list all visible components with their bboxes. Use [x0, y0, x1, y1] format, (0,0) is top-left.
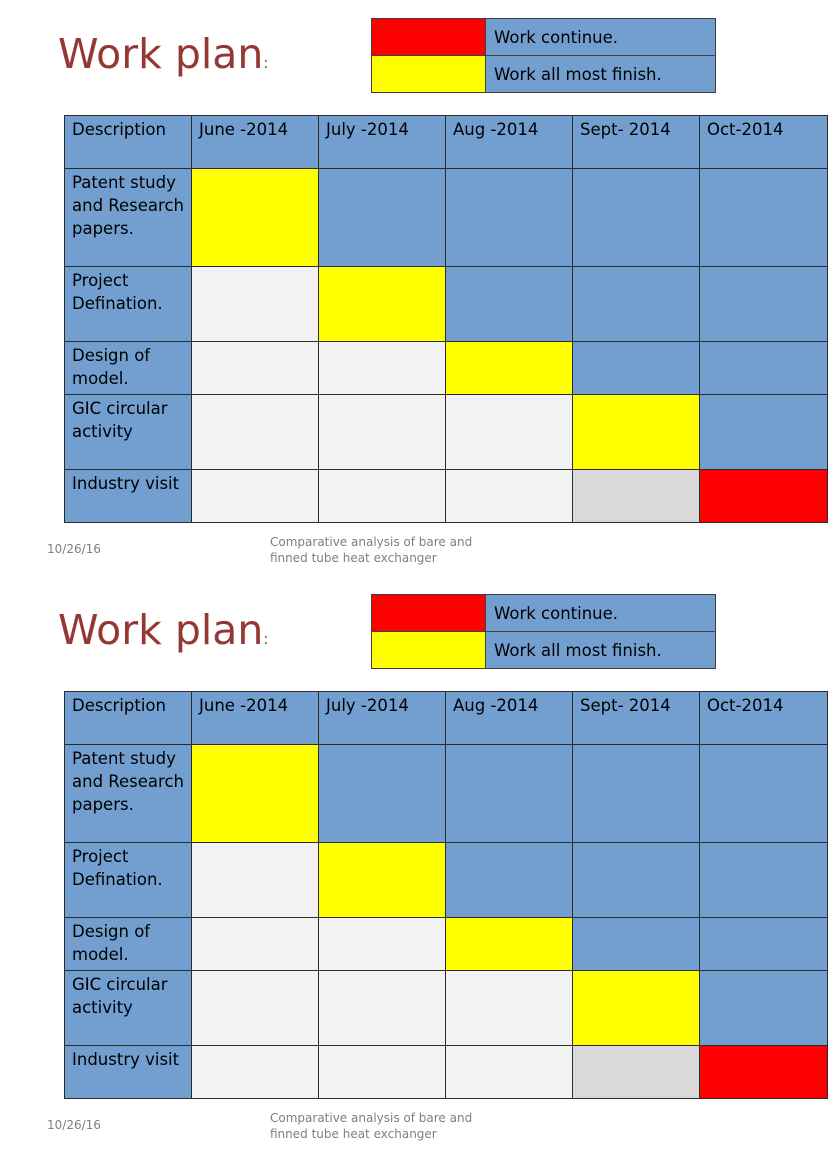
task-description: Industry visit: [65, 1046, 192, 1099]
status-cell-work-continue: [700, 470, 828, 523]
slide-1: [0, 0, 784, 576]
column-header-month: Aug -2014: [446, 116, 573, 169]
footer-date: 10/26/16: [47, 542, 101, 556]
status-cell-empty: [446, 470, 573, 523]
column-header-month: Sept- 2014: [573, 692, 700, 745]
work-plan-table: [64, 691, 828, 1099]
status-cell-almost-finish: [573, 971, 700, 1046]
column-header-month: Aug -2014: [446, 692, 573, 745]
status-cell-blue: [700, 971, 828, 1046]
slide-title: Work plan:: [58, 606, 269, 654]
status-cell-blue: [573, 745, 700, 843]
status-cell-empty: [319, 918, 446, 971]
legend-row: [372, 632, 716, 669]
task-description: Patent study and Research papers.: [65, 745, 192, 843]
status-cell-almost-finish: [573, 395, 700, 470]
status-cell-blue: [319, 169, 446, 267]
status-cell-blue: [700, 843, 828, 918]
column-header-month: June -2014: [192, 116, 319, 169]
status-cell-almost-finish: [446, 918, 573, 971]
status-cell-empty: [319, 971, 446, 1046]
status-cell-almost-finish: [446, 342, 573, 395]
status-cell-blue: [573, 169, 700, 267]
task-description: Project Defination.: [65, 843, 192, 918]
status-cell-blue: [700, 745, 828, 843]
table-row: [65, 843, 828, 918]
task-description: Patent study and Research papers.: [65, 169, 192, 267]
status-cell-empty: [192, 971, 319, 1046]
status-cell-blue: [446, 843, 573, 918]
legend-label: Work continue.: [486, 19, 716, 56]
status-cell-grey: [573, 1046, 700, 1099]
task-description: Industry visit: [65, 470, 192, 523]
table-row: [65, 745, 828, 843]
table-row: [65, 1046, 828, 1099]
status-cell-almost-finish: [192, 745, 319, 843]
status-cell-empty: [192, 918, 319, 971]
column-header-month: Oct-2014: [700, 692, 828, 745]
footer-text: Comparative analysis of bare and finned tube heat exchanger: [270, 1111, 473, 1141]
column-header-description: Description: [65, 692, 192, 745]
legend-row: [372, 19, 716, 56]
table-row: [65, 169, 828, 267]
task-description: Design of model.: [65, 342, 192, 395]
task-description: Project Defination.: [65, 267, 192, 342]
work-plan-table: [64, 115, 828, 523]
legend-label: Work continue.: [486, 595, 716, 632]
task-description: GIC circular activity: [65, 395, 192, 470]
status-cell-empty: [192, 843, 319, 918]
legend-swatch: [372, 595, 486, 632]
status-cell-almost-finish: [319, 843, 446, 918]
table-row: [65, 342, 828, 395]
status-cell-grey: [573, 470, 700, 523]
legend-label: Work all most finish.: [486, 56, 716, 93]
status-cell-empty: [192, 342, 319, 395]
status-cell-blue: [446, 267, 573, 342]
status-cell-empty: [446, 395, 573, 470]
legend-row: [372, 595, 716, 632]
legend-swatch: [372, 632, 486, 669]
status-cell-blue: [700, 395, 828, 470]
status-cell-blue: [573, 267, 700, 342]
legend-table: [371, 594, 716, 669]
table-row: [65, 918, 828, 971]
table-row: [65, 395, 828, 470]
column-header-month: July -2014: [319, 116, 446, 169]
status-cell-empty: [192, 470, 319, 523]
status-cell-blue: [700, 169, 828, 267]
status-cell-empty: [446, 971, 573, 1046]
status-cell-empty: [319, 470, 446, 523]
table-row: [65, 971, 828, 1046]
status-cell-almost-finish: [319, 267, 446, 342]
status-cell-empty: [192, 1046, 319, 1099]
status-cell-blue: [319, 745, 446, 843]
status-cell-almost-finish: [192, 169, 319, 267]
status-cell-blue: [700, 918, 828, 971]
status-cell-empty: [446, 1046, 573, 1099]
status-cell-empty: [319, 395, 446, 470]
table-row: [65, 267, 828, 342]
legend-swatch: [372, 19, 486, 56]
header-row: [65, 116, 828, 169]
status-cell-work-continue: [700, 1046, 828, 1099]
column-header-month: Oct-2014: [700, 116, 828, 169]
status-cell-empty: [192, 267, 319, 342]
task-description: GIC circular activity: [65, 971, 192, 1046]
column-header-month: Sept- 2014: [573, 116, 700, 169]
status-cell-empty: [192, 395, 319, 470]
footer-date: 10/26/16: [47, 1118, 101, 1132]
legend-row: [372, 56, 716, 93]
status-cell-blue: [700, 267, 828, 342]
slide-2: [0, 576, 784, 1152]
header-row: [65, 692, 828, 745]
status-cell-blue: [573, 342, 700, 395]
column-header-month: July -2014: [319, 692, 446, 745]
status-cell-blue: [446, 745, 573, 843]
status-cell-blue: [573, 918, 700, 971]
status-cell-blue: [700, 342, 828, 395]
legend-swatch: [372, 56, 486, 93]
footer-text: Comparative analysis of bare and finned tube heat exchanger: [270, 535, 473, 565]
status-cell-blue: [446, 169, 573, 267]
status-cell-empty: [319, 1046, 446, 1099]
legend-label: Work all most finish.: [486, 632, 716, 669]
legend-table: [371, 18, 716, 93]
status-cell-empty: [319, 342, 446, 395]
status-cell-blue: [573, 843, 700, 918]
column-header-month: June -2014: [192, 692, 319, 745]
slide-title: Work plan:: [58, 30, 269, 78]
task-description: Design of model.: [65, 918, 192, 971]
table-row: [65, 470, 828, 523]
column-header-description: Description: [65, 116, 192, 169]
